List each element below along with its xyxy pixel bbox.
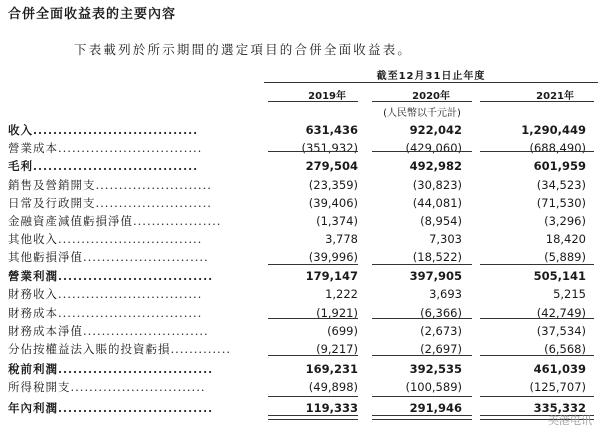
row-leader-dots: ............................... xyxy=(58,269,214,283)
subtotal-rule-3a xyxy=(268,318,358,319)
cell-2019: (1,374) xyxy=(316,214,358,228)
cell-2019: (1,921) xyxy=(316,306,358,320)
row-leader-dots: ......................... xyxy=(95,178,212,192)
table-row xyxy=(0,360,600,378)
subtotal-rule-4b xyxy=(372,355,472,356)
cell-2020: 392,535 xyxy=(409,362,462,376)
cell-2021: 601,959 xyxy=(533,159,586,173)
row-label-text: 其他虧損淨值 xyxy=(8,250,83,264)
row-label-text: 金融資產減值虧損淨值 xyxy=(8,214,133,228)
cell-2021: 505,141 xyxy=(533,269,586,283)
row-label xyxy=(8,304,260,322)
subtotal-rule-5c xyxy=(480,396,594,397)
table-row xyxy=(0,230,600,248)
row-label-text: 銷售及營銷開支 xyxy=(8,178,96,192)
cell-2019: 631,436 xyxy=(305,123,358,137)
row-leader-dots: ........................... xyxy=(83,250,209,264)
cell-2021: 18,420 xyxy=(545,232,586,246)
row-leader-dots: ............................... xyxy=(58,287,203,301)
table-row xyxy=(0,322,600,340)
table-row xyxy=(0,176,600,194)
cell-2019: 119,333 xyxy=(305,401,358,415)
year-header-2021: 2021年 xyxy=(536,91,574,102)
cell-2021: 461,039 xyxy=(533,362,586,376)
subtotal-rule-1b xyxy=(372,151,472,152)
cell-2020: (8,954) xyxy=(420,214,462,228)
cell-2021: (34,523) xyxy=(536,178,586,192)
cell-2019: (351,932) xyxy=(301,141,358,155)
cell-2021: (6,568) xyxy=(544,342,586,356)
cell-2020: 7,303 xyxy=(429,232,462,246)
row-leader-dots: ......................... xyxy=(95,196,212,210)
row-leader-dots: ............................... xyxy=(58,232,203,246)
cell-2020: (30,823) xyxy=(412,178,462,192)
subtotal-rule-2b xyxy=(372,264,472,265)
row-label-text: 收入 xyxy=(8,123,33,137)
cell-2020: 291,946 xyxy=(409,401,462,415)
row-leader-dots: ................................. xyxy=(33,123,199,137)
cell-2020: (2,697) xyxy=(420,342,462,356)
row-label xyxy=(8,139,260,157)
subtotal-rule-3c xyxy=(480,318,594,319)
cell-2021: (3,296) xyxy=(544,214,586,228)
cell-2020: (44,081) xyxy=(412,196,462,210)
cell-2019: 1,222 xyxy=(325,287,358,301)
table-row xyxy=(0,157,600,175)
cell-2019: (9,217) xyxy=(316,342,358,356)
total-double-rule-2020 xyxy=(372,415,472,420)
year-header-2019: 2019年 xyxy=(308,91,346,102)
table-row xyxy=(0,304,600,322)
unit-note: (人民幣以千元計) xyxy=(383,108,461,119)
row-label xyxy=(8,360,260,378)
row-label-text: 財務成本淨值 xyxy=(8,324,83,338)
row-label xyxy=(8,230,260,248)
cell-2019: 279,504 xyxy=(305,159,358,173)
cell-2019: 3,778 xyxy=(325,232,358,246)
subtotal-rule-3b xyxy=(372,318,472,319)
cell-2021: (125,707) xyxy=(529,380,586,394)
cell-2020: (100,589) xyxy=(405,380,462,394)
row-leader-dots: ................... xyxy=(133,214,222,228)
year-rule-2019 xyxy=(268,101,358,102)
cell-2021: (42,749) xyxy=(536,306,586,320)
row-label xyxy=(8,157,260,175)
section-heading: 合併全面收益表的主要內容 xyxy=(8,7,177,22)
cell-2020: (6,366) xyxy=(420,306,462,320)
cell-2021: (688,490) xyxy=(529,141,586,155)
row-leader-dots: ............. xyxy=(170,342,232,356)
row-label-text: 稅前利潤 xyxy=(8,362,58,376)
year-header-2020: 2020年 xyxy=(412,91,450,102)
cell-2019: (49,898) xyxy=(308,380,358,394)
row-label xyxy=(8,176,260,194)
year-rule-2020 xyxy=(372,101,472,102)
subtotal-rule-2c xyxy=(480,264,594,265)
row-leader-dots: ............................. xyxy=(70,380,206,394)
period-header: 截至12月31日止年度 xyxy=(376,71,486,82)
subtotal-rule-4c xyxy=(480,355,594,356)
cell-2020: (2,673) xyxy=(420,324,462,338)
row-label xyxy=(8,267,260,285)
row-label xyxy=(8,212,260,230)
table-row xyxy=(0,285,600,303)
row-leader-dots: ............................... xyxy=(58,401,214,415)
row-label-text: 營業利潤 xyxy=(8,269,58,283)
cell-2021: 1,290,449 xyxy=(521,123,586,137)
cell-2019: (699) xyxy=(327,324,358,338)
row-label xyxy=(8,248,260,266)
cell-2020: 492,982 xyxy=(409,159,462,173)
cell-2021: (5,889) xyxy=(544,250,586,264)
cell-2019: 169,231 xyxy=(305,362,358,376)
subtotal-rule-1c xyxy=(480,151,594,152)
cell-2019: (39,996) xyxy=(308,250,358,264)
row-leader-dots: ............................... xyxy=(58,306,203,320)
row-label-text: 營業成本 xyxy=(8,141,58,155)
table-row xyxy=(0,378,600,396)
table-row xyxy=(0,267,600,285)
cell-2021: (37,534) xyxy=(536,324,586,338)
cell-2021: (71,530) xyxy=(536,196,586,210)
row-label-text: 財務收入 xyxy=(8,287,58,301)
subtotal-rule-2a xyxy=(268,264,358,265)
table-row xyxy=(0,121,600,139)
subtotal-rule-5b xyxy=(372,396,472,397)
subtotal-rule-1a xyxy=(268,151,358,152)
row-leader-dots: ........................... xyxy=(83,324,209,338)
cell-2020: 922,042 xyxy=(409,123,462,137)
row-label xyxy=(8,285,260,303)
row-leader-dots: ............................... xyxy=(58,362,214,376)
cell-2020: 3,693 xyxy=(429,287,462,301)
cell-2020: 397,905 xyxy=(409,269,462,283)
year-rule-2021 xyxy=(480,101,594,102)
cell-2020: (18,522) xyxy=(412,250,462,264)
row-leader-dots: ............................... xyxy=(58,141,203,155)
row-label-text: 日常及行政開支 xyxy=(8,196,96,210)
row-label-text: 其他收入 xyxy=(8,232,58,246)
cell-2019: 179,147 xyxy=(305,269,358,283)
subtotal-rule-5a xyxy=(268,396,358,397)
row-label xyxy=(8,399,260,417)
table-row xyxy=(0,212,600,230)
intro-paragraph: 下表載列於所示期間的選定項目的合併全面收益表。 xyxy=(74,42,413,57)
row-label-text: 所得稅開支 xyxy=(8,380,71,394)
row-label xyxy=(8,340,260,358)
cell-2019: (39,406) xyxy=(308,196,358,210)
row-label xyxy=(8,378,260,396)
table-row xyxy=(0,194,600,212)
row-label-text: 分佔按權益法入賬的投資虧損 xyxy=(8,342,171,356)
row-label-text: 毛利 xyxy=(8,159,33,173)
subtotal-rule-4a xyxy=(268,355,358,356)
cell-2021: 5,215 xyxy=(553,287,586,301)
cell-2019: (23,359) xyxy=(308,178,358,192)
cell-2020: (429,060) xyxy=(405,141,462,155)
row-label xyxy=(8,121,260,139)
total-double-rule-2019 xyxy=(268,415,358,420)
row-label-text: 年內利潤 xyxy=(8,401,58,415)
watermark: 美港电讯 xyxy=(548,414,592,427)
cell-2021: 335,332 xyxy=(533,401,586,415)
row-label-text: 財務成本 xyxy=(8,306,58,320)
period-header-rule xyxy=(264,82,598,83)
row-label xyxy=(8,322,260,340)
table-row xyxy=(0,139,600,157)
row-label xyxy=(8,194,260,212)
row-leader-dots: ................................. xyxy=(33,159,199,173)
